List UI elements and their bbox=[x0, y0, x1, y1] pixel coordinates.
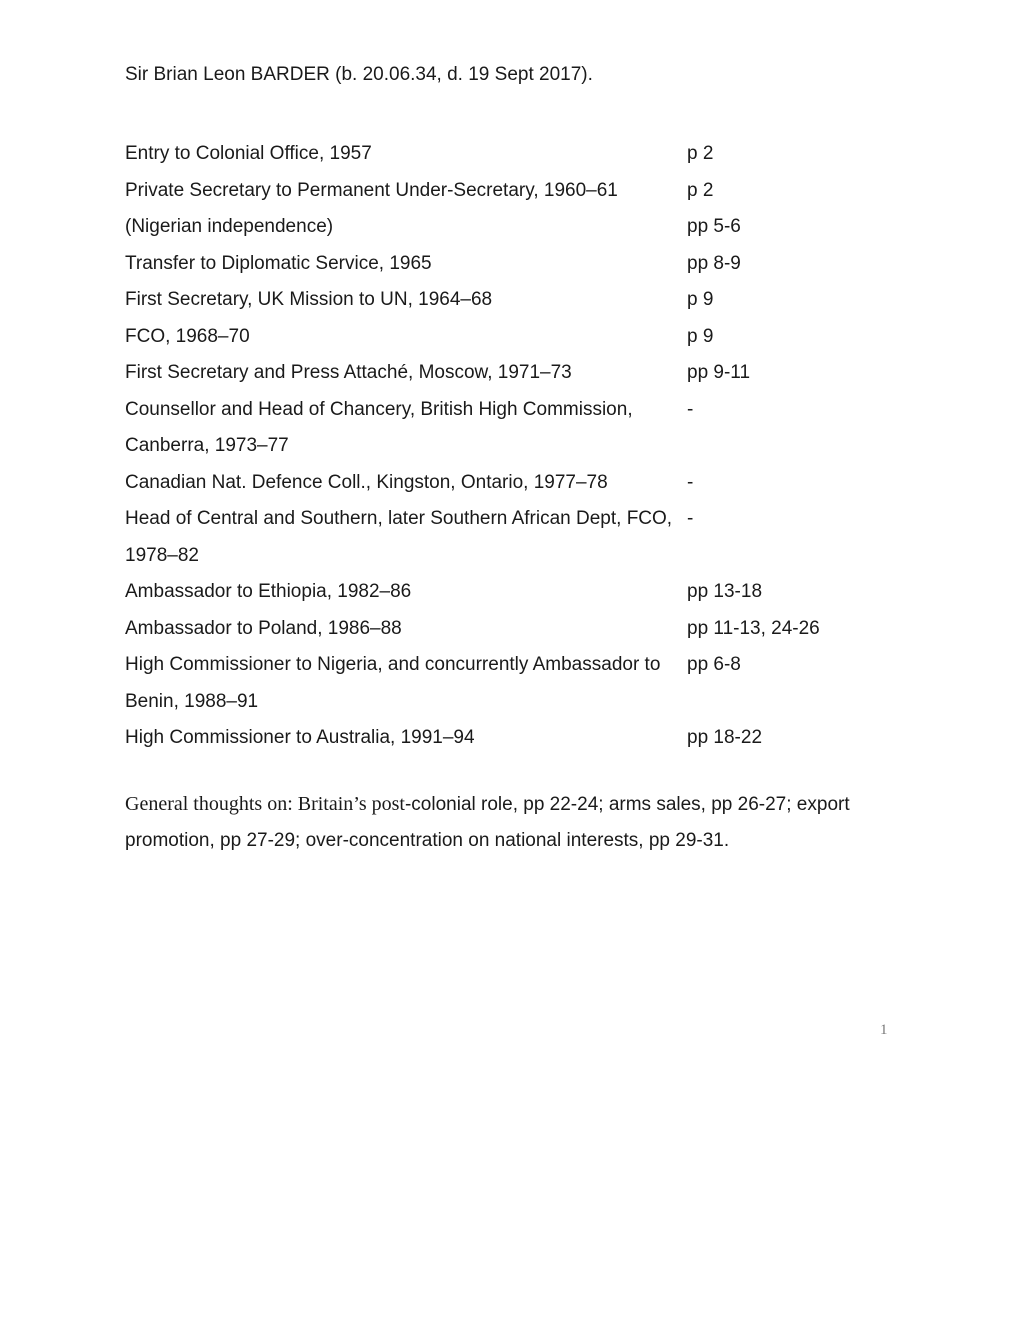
entry-label: High Commissioner to Australia, 1991–94 bbox=[125, 727, 475, 748]
career-entry bbox=[125, 574, 885, 611]
career-entry bbox=[125, 173, 885, 210]
entry-pages: pp 6-8 bbox=[687, 654, 741, 675]
entry-pages: pp 18-22 bbox=[687, 727, 763, 748]
entry-label: High Commissioner to Nigeria, and concurrently Ambassador to Benin, 1988–91 bbox=[125, 654, 661, 712]
career-entry bbox=[125, 355, 885, 392]
entry-pages: p 2 bbox=[687, 143, 714, 164]
career-entry bbox=[125, 611, 885, 648]
entry-pages: - bbox=[687, 471, 694, 493]
career-entry bbox=[125, 720, 885, 757]
entry-label: Entry to Colonial Office, 1957 bbox=[125, 143, 372, 164]
entry-label: Canadian Nat. Defence Coll., Kingston, Ontario, 1977–78 bbox=[125, 471, 608, 493]
career-entry bbox=[125, 282, 885, 319]
entry-label: Private Secretary to Permanent Under-Secretary, 1960–61 bbox=[125, 179, 618, 201]
entry-pages: p 9 bbox=[687, 289, 714, 310]
entry-pages: pp 5-6 bbox=[687, 216, 741, 237]
entry-pages: p 9 bbox=[687, 325, 714, 347]
general-thoughts-lead: General thoughts on: Britain’s post bbox=[125, 793, 405, 815]
career-entry bbox=[125, 136, 885, 173]
career-entry bbox=[125, 246, 885, 283]
entry-pages: - bbox=[687, 508, 694, 529]
entry-pages: - bbox=[687, 398, 694, 420]
entry-label: Ambassador to Poland, 1986–88 bbox=[125, 617, 402, 639]
entry-label: Transfer to Diplomatic Service, 1965 bbox=[125, 252, 432, 274]
document-title: Sir Brian Leon BARDER (b. 20.06.34, d. 19 Sept 2017). bbox=[125, 64, 593, 85]
entry-label: Counsellor and Head of Chancery, British High Commission, Canberra, 1973–77 bbox=[125, 398, 633, 456]
entry-pages: pp 8-9 bbox=[687, 252, 741, 274]
career-entry bbox=[125, 501, 885, 574]
entry-label: First Secretary, UK Mission to UN, 1964–68 bbox=[125, 289, 493, 310]
career-entry bbox=[125, 319, 885, 356]
entry-pages: pp 9-11 bbox=[687, 362, 751, 383]
entry-label: Head of Central and Southern, later Southern African Dept, FCO, 1978–82 bbox=[125, 508, 673, 566]
career-entry bbox=[125, 465, 885, 502]
general-thoughts-text: -colonial role, pp 22-24; arms sales, pp 26-27; export promotion, pp 27-29; over-concentration on national interests, pp 29-31. bbox=[125, 794, 850, 851]
career-entry bbox=[125, 647, 885, 720]
career-entries-list bbox=[125, 136, 885, 757]
page-number: 1 bbox=[880, 1022, 888, 1038]
entry-label: FCO, 1968–70 bbox=[125, 325, 250, 347]
entry-pages: p 2 bbox=[687, 179, 714, 201]
career-entry bbox=[125, 209, 885, 246]
entry-pages: pp 13-18 bbox=[687, 581, 763, 602]
career-entry bbox=[125, 392, 885, 465]
entry-label: First Secretary and Press Attaché, Moscow, 1971–73 bbox=[125, 362, 572, 383]
general-thoughts-paragraph bbox=[125, 786, 885, 859]
entry-label: Ambassador to Ethiopia, 1982–86 bbox=[125, 581, 412, 602]
entry-pages: pp 11-13, 24-26 bbox=[687, 617, 820, 639]
entry-label: (Nigerian independence) bbox=[125, 216, 334, 237]
